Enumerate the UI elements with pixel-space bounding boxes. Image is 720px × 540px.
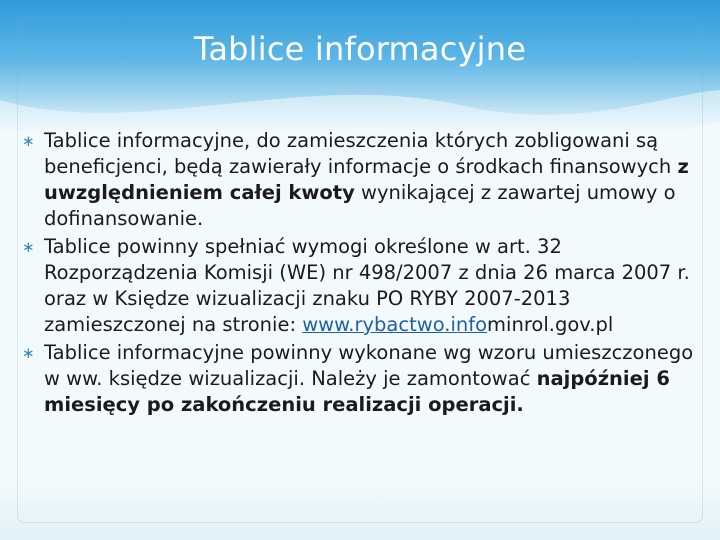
bullet-text: Tablice informacyjne, do zamieszczenia których zobligowani są beneficjenci, będą zawierały informacje o środkach finansowych (44, 129, 678, 178)
bullet-text: Tablice powinny spełniać wymogi określone w art. 32 Rozporządzenia Komisji (WE) nr 498/2007 z dnia 26 marca 2007 r. oraz w Księdze wizualizacji znaku PO RYBY 2007-2013 zamieszczonej na stronie: (44, 235, 690, 336)
bullet-text: wynikającej z zawartej umowy o dofinansowanie. (44, 181, 676, 230)
bullet-asterisk-icon: ∗ (22, 344, 35, 362)
bullet-text-bold: z uwzględnieniem całej kwoty (44, 155, 689, 204)
bullet-item (22, 340, 702, 418)
bullet-item (22, 234, 702, 338)
bullet-text: minrol.gov.pl (487, 313, 614, 336)
bullet-text-bold: najpóźniej 6 miesięcy po zakończeniu realizacji operacji. (44, 367, 670, 416)
bullet-asterisk-icon: ∗ (22, 132, 35, 150)
bullet-item (22, 128, 702, 232)
bullet-list (22, 128, 702, 420)
bullet-text: Tablice informacyjne powinny wykonane wg wzoru umieszczonego w ww. księdze wizualizacji. Należy je zamontować (44, 341, 694, 390)
slide-title: Tablice informacyjne (193, 30, 527, 68)
bullet-asterisk-icon: ∗ (22, 238, 35, 256)
website-link[interactable]: www.rybactwo.info (302, 313, 488, 336)
